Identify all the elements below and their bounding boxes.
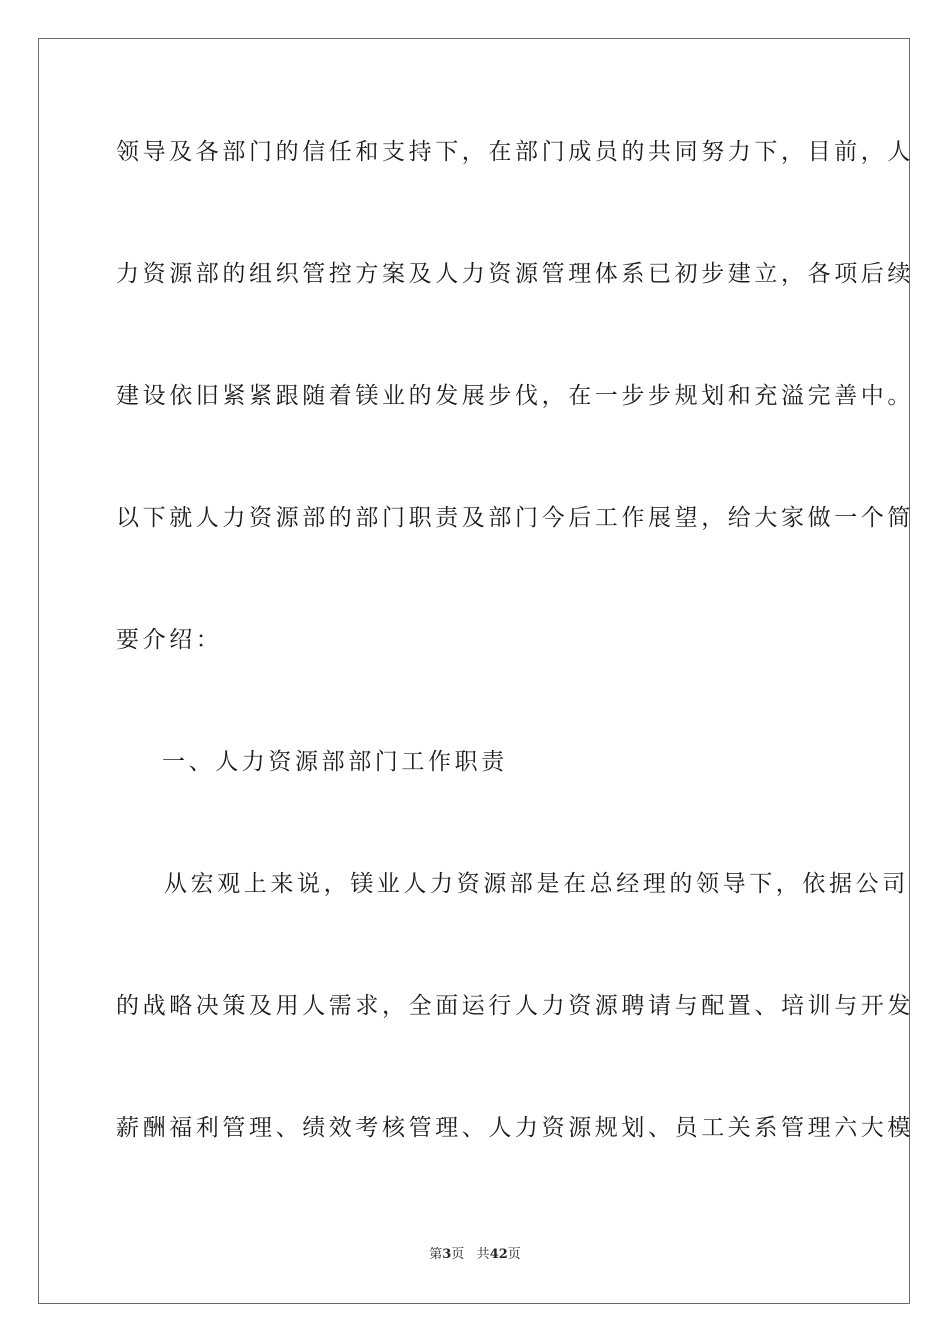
page-suffix: 页: [451, 1247, 465, 1262]
total-pages: 42: [489, 1247, 508, 1262]
page-footer: [0, 1246, 950, 1264]
total-suffix: 页: [507, 1247, 521, 1262]
paragraph-line: 的战略决策及用人需求，全面运行人力资源聘请与配置、培训与开发: [116, 993, 914, 1019]
paragraph-line: 薪酬福利管理、绩效考核管理、人力资源规划、员工关系管理六大模: [116, 1115, 914, 1141]
section-heading: 一、人力资源部部门工作职责: [162, 749, 508, 775]
page-prefix: 第: [429, 1247, 443, 1262]
paragraph-line: 要介绍：: [116, 627, 223, 653]
paragraph-line: 领导及各部门的信任和支持下，在部门成员的共同努力下，目前，人: [116, 139, 914, 165]
paragraph-line: 力资源部的组织管控方案及人力资源管理体系已初步建立，各项后续: [116, 261, 914, 287]
paragraph-line: 建设依旧紧紧跟随着镁业的发展步伐，在一步步规划和充溢完善中。: [116, 383, 914, 409]
paragraph-line: 从宏观上来说，镁业人力资源部是在总经理的领导下，依据公司: [164, 871, 909, 897]
paragraph-line: 以下就人力资源部的部门职责及部门今后工作展望，给大家做一个简: [116, 505, 914, 531]
page-number: 3: [442, 1247, 452, 1262]
total-prefix: 共: [476, 1247, 490, 1262]
